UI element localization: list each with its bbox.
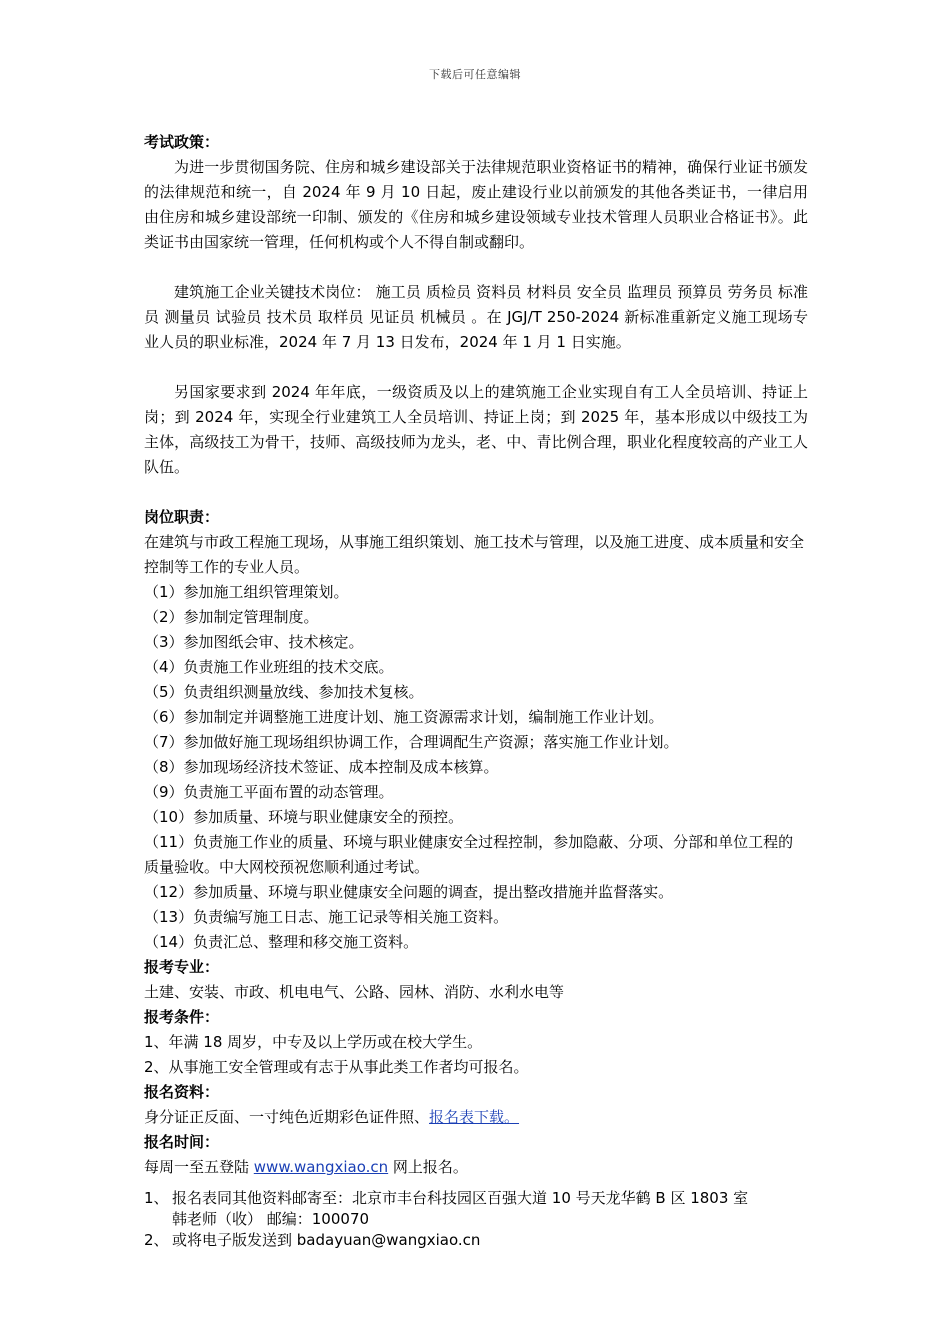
materials-title: 报名资料： xyxy=(144,1083,220,1101)
materials-text: 身分证正反面、一寸纯色近期彩色证件照、 xyxy=(144,1108,430,1126)
majors-text: 土建、安装、市政、机电电气、公路、园林、消防、水利水电等 xyxy=(144,983,565,1001)
condition-item-2: 2、从事施工安全管理或有志于从事此类工作者均可报名。 xyxy=(144,1058,529,1076)
duty-item: （1）参加施工组织管理策划。 xyxy=(144,583,349,601)
time-title: 报名时间： xyxy=(144,1133,220,1151)
mail-item-line1: 或将电子版发送到 badayuan@wangxiao.cn xyxy=(172,1231,481,1249)
duty-item: （3）参加图纸会审、技术核定。 xyxy=(144,633,364,651)
mail-item-1 xyxy=(144,1188,808,1230)
materials-line xyxy=(144,1105,808,1130)
mail-list xyxy=(144,1188,808,1251)
duties-title: 岗位职责： xyxy=(144,508,220,526)
conditions-title: 报考条件： xyxy=(144,1008,220,1026)
page-header: 下载后可任意编辑 xyxy=(429,68,521,81)
policy-title: 考试政策： xyxy=(144,133,220,151)
policy-paragraph-3: 另国家要求到 2024 年年底，一级资质及以上的建筑施工企业实现自有工人全员培训、持证上岗；到 2024 年，实现全行业建筑工人全员培训、持证上岗；到 2025 年，基本形成以中级技工为主体，高级技工为骨干，技师、高级技师为龙头，老、中、青比例合理，职业化程度较高的产业工人队伍。 xyxy=(144,383,808,476)
time-suffix: 网上报名。 xyxy=(388,1158,468,1176)
time-prefix: 每周一至五登陆 xyxy=(144,1158,254,1176)
time-line xyxy=(144,1155,808,1180)
duty-item: （12）参加质量、环境与职业健康安全问题的调查，提出整改措施并监督落实。 xyxy=(144,883,674,901)
duty-item: （4）负责施工作业班组的技术交底。 xyxy=(144,658,394,676)
duty-item: （10）参加质量、环境与职业健康安全的预控。 xyxy=(144,808,464,826)
mail-item-line1: 报名表同其他资料邮寄至：北京市丰台科技园区百强大道 10 号天龙华鹤 B 区 1803 室 xyxy=(172,1189,749,1207)
duty-item: （13）负责编写施工日志、施工记录等相关施工资料。 xyxy=(144,908,509,926)
document-body xyxy=(144,130,808,1251)
duties-list xyxy=(144,580,808,955)
policy-paragraph-1: 为进一步贯彻国务院、住房和城乡建设部关于法律规范职业资格证书的精神，确保行业证书颁发的法律规范和统一，自 2024 年 9 月 10 日起，废止建设行业以前颁发的其他各类证书，一律启用由住房和城乡建设部统一印制、颁发的《住房和城乡建设领域专业技术管理人员职业合格证书》。此类证书由国家统一管理，任何机构或个人不得自制或翻印。 xyxy=(144,158,808,251)
mail-item-2 xyxy=(144,1230,808,1251)
duty-item: （6）参加制定并调整施工进度计划、施工资源需求计划，编制施工作业计划。 xyxy=(144,708,664,726)
duty-item: （8）参加现场经济技术签证、成本控制及成本核算。 xyxy=(144,758,499,776)
duties-intro: 在建筑与市政工程施工现场，从事施工组织策划、施工技术与管理，以及施工进度、成本质量和安全控制等工作的专业人员。 xyxy=(144,533,805,576)
duty-item: （5）负责组织测量放线、参加技术复核。 xyxy=(144,683,424,701)
majors-title: 报考专业： xyxy=(144,958,220,976)
duty-item: （11）负责施工作业的质量、环境与职业健康安全过程控制，参加隐蔽、分项、分部和单位工程的质量验收。中大网校预祝您顺利通过考试。 xyxy=(144,833,794,876)
registration-form-download-link[interactable]: 报名表下载。 xyxy=(429,1108,520,1126)
duty-item: （14）负责汇总、整理和移交施工资料。 xyxy=(144,933,419,951)
wangxiao-website-link[interactable]: www.wangxiao.cn xyxy=(253,1158,389,1176)
duty-item: （7）参加做好施工现场组织协调工作，合理调配生产资源；落实施工作业计划。 xyxy=(144,733,679,751)
policy-paragraph-2: 建筑施工企业关键技术岗位： 施工员 质检员 资料员 材料员 安全员 监理员 预算员 劳务员 标准员 测量员 试验员 技术员 取样员 见证员 机械员 。在 JGJ/T 250-2024 新标准重新定义施工现场专业人员的职业标准，2024 年 7 月 13 日发布，2024 年 1 月 1 日实施。 xyxy=(144,283,808,351)
duty-item: （2）参加制定管理制度。 xyxy=(144,608,319,626)
duty-item: （9）负责施工平面布置的动态管理。 xyxy=(144,783,394,801)
mail-item-line2: 韩老师（收） 邮编：100070 xyxy=(172,1210,370,1228)
mail-item-number: 1、 xyxy=(144,1189,169,1207)
mail-item-number: 2、 xyxy=(144,1231,169,1249)
condition-item-1: 1、年满 18 周岁，中专及以上学历或在校大学生。 xyxy=(144,1033,483,1051)
